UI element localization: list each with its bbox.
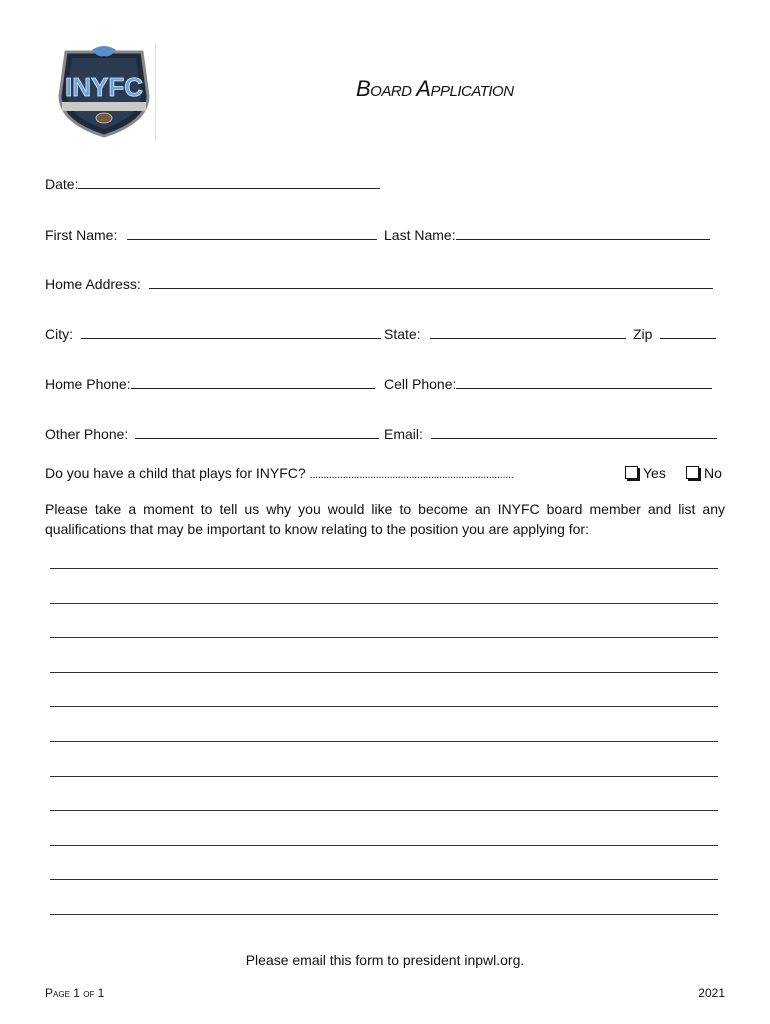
state-row	[384, 326, 626, 342]
no-option[interactable]	[686, 465, 722, 481]
logo-lettering: INYFC	[65, 72, 143, 102]
home-address-field[interactable]	[149, 276, 713, 289]
state-field[interactable]	[430, 326, 626, 339]
other-phone-label: Other Phone:	[45, 426, 129, 442]
logo-divider	[155, 44, 156, 140]
answer-line[interactable]	[50, 637, 718, 638]
last-name-row	[384, 227, 710, 243]
answer-line[interactable]	[50, 810, 718, 811]
email-instruction: Please email this form to president inpwl.org.	[245, 952, 525, 968]
cell-phone-field[interactable]	[456, 376, 712, 389]
state-label: State:	[384, 326, 421, 342]
zip-field[interactable]	[660, 326, 716, 339]
cell-phone-label: Cell Phone:	[384, 376, 457, 392]
other-phone-field[interactable]	[135, 426, 379, 439]
city-field[interactable]	[81, 326, 381, 339]
first-name-row	[45, 227, 377, 243]
zip-label: Zip	[633, 326, 653, 342]
yes-checkbox[interactable]	[625, 466, 638, 479]
answer-line[interactable]	[50, 845, 718, 846]
answer-line[interactable]	[50, 776, 718, 777]
shield-logo-icon	[52, 44, 156, 140]
home-phone-field[interactable]	[131, 376, 375, 389]
home-phone-row	[45, 376, 375, 392]
answer-line[interactable]	[50, 603, 718, 604]
yes-option[interactable]	[625, 465, 666, 481]
date-row	[45, 176, 380, 192]
answer-line[interactable]	[50, 568, 718, 569]
instructions-paragraph: Please take a moment to tell us why you would like to become an INYFC board member and list any qualifications that may be important to know relating to the position you are applying for:	[45, 501, 725, 537]
no-checkbox[interactable]	[686, 466, 699, 479]
footer-year: 2021	[698, 986, 725, 1000]
page-title: Board Application	[356, 76, 514, 101]
cell-phone-row	[384, 376, 712, 392]
home-address-row	[45, 276, 713, 292]
answer-line[interactable]	[50, 914, 718, 915]
other-phone-row	[45, 426, 379, 442]
home-phone-label: Home Phone:	[45, 376, 131, 392]
zip-row	[633, 326, 716, 342]
home-address-label: Home Address:	[45, 276, 141, 292]
child-question-row	[45, 465, 725, 481]
child-question-text: Do you have a child that plays for INYFC?	[45, 465, 306, 481]
leader-dots: ..........................................................................	[309, 469, 514, 481]
email-label: Email:	[384, 426, 423, 442]
inyfc-logo	[52, 44, 156, 140]
first-name-label: First Name:	[45, 227, 118, 243]
date-label: Date:	[45, 176, 79, 192]
answer-line[interactable]	[50, 706, 718, 707]
date-field[interactable]	[78, 176, 380, 189]
city-label: City:	[45, 326, 73, 342]
email-row	[384, 426, 717, 442]
email-field[interactable]	[431, 426, 717, 439]
no-label: No	[704, 465, 722, 481]
page-number: Page 1 of 1	[45, 986, 105, 1000]
last-name-label: Last Name:	[384, 227, 456, 243]
answer-line[interactable]	[50, 672, 718, 673]
yes-label: Yes	[643, 465, 666, 481]
answer-line[interactable]	[50, 741, 718, 742]
first-name-field[interactable]	[127, 227, 377, 240]
answer-line[interactable]	[50, 879, 718, 880]
last-name-field[interactable]	[456, 227, 710, 240]
city-row	[45, 326, 381, 342]
